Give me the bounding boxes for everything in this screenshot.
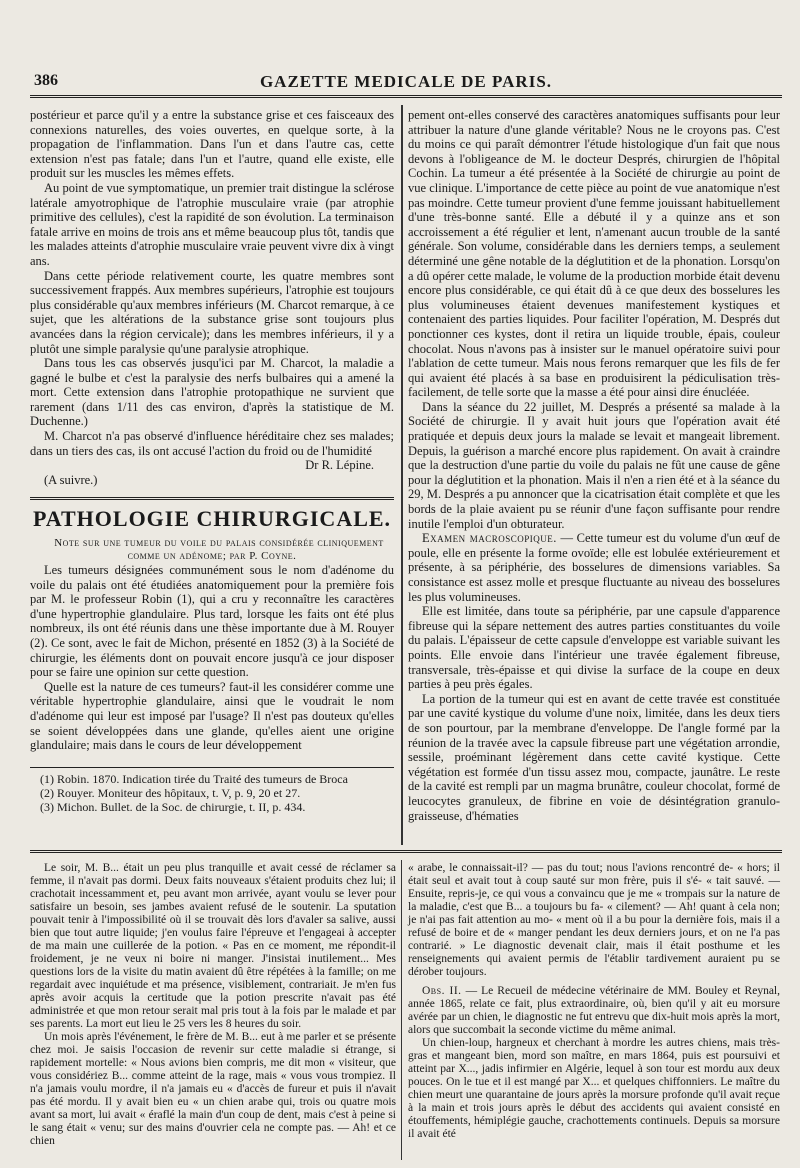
left-column xyxy=(30,108,394,814)
paragraph: Un chien-loup, hargneux et cherchant à mordre les autres chiens, mais très-gras et mangeant bien, mord son maître, en mars 1864, puis est poursuivi et atteint par X..., jadis infirmier en Algérie, lequel à son tour est mordu aux deux pouces. On le tue et il est mangé par X... et quelques chiffonniers. Le maître du chien meurt une quarantaine de jours après la morsure profonde qu'il avait reçue à la main et trois jours après le début des accidents qui avaient consisté en étouffements, hémiplégie gauche, crachottements continuels. Depuis sa morsure il avait été xyxy=(408,1037,780,1140)
paragraph: Les tumeurs désignées communément sous le nom d'adénome du voile du palais ont été étudiées anatomiquement pour la première fois par M. le professeur Robin (1), qui a cru y reconnaître les caractères d'une hypertrophie glandulaire. Plus tard, lorsque les faits ont été plus nombreux, ils ont été réunis dans une thèse importante due à M. Rouyer (2). Ce sont, avec le fait de Michon, présenté en 1852 (3) à la Société de chirurgie, les éléments dont on pouvait encore jusqu'à ce jour disposer pour se faire une opinion sur cette question. xyxy=(30,563,394,680)
page-number: 386 xyxy=(34,72,58,89)
footnote: (3) Michon. Bullet. de la Soc. de chirurgie, t. II, p. 434. xyxy=(40,799,306,814)
paragraph: Dans cette période relativement courte, les quatre membres sont successivement frappés. Aux membres supérieurs, l'atrophie est toujours plus considérable qu'aux membres inférieurs (M. Charcot remarque, à ce sujet, que les altérations de la substance grise sont toujours plus avancées dans la région cervicale); dans les membres inférieurs, il y a plutôt une simple paralysie qu'une paralysie atrophique. xyxy=(30,268,394,356)
page-header xyxy=(30,72,782,92)
bottom-column-divider xyxy=(401,860,402,1160)
paragraph: Le soir, M. B... était un peu plus tranquille et avait cessé de réclamer sa femme, il n'avait pas dormi. Deux faits nouveaux s'étaient produits chez lui; il crachotait incessamment et, peu avant mon arrivée, ayant voulu se lever pour satisfaire un besoin, ses jambes avaient refusé de le soutenir. La sputation pouvait tenir à l'impossibilité où il se trouvait dès lors d'avaler sa salive, aussi bien que tout autre liquide; j'en voulus faire l'épreuve et l'engageai à accepter de ma main une cuillerée de la potion. « Pas en ce moment, me répondit-il froidement, je ne veux ni boire ni manger. J'insistai inutilement... Mes questions lors de la visite du matin avaient dû être répétées à la famille; on me regardait avec inquiétude et ma présence, visiblement, contrariait. Je m'en fus après avoir acquis la certitude que la potion prescrite n'avait pas été administrée et que mon retour serait mal pris tout à la fois par le malade et par ses parents. La mort eut lieu le 25 vers les 8 heures du soir. xyxy=(30,862,396,1030)
footnote: (1) Robin. 1870. Indication tirée du Traité des tumeurs de Broca xyxy=(40,771,348,786)
header-rule xyxy=(30,95,782,98)
bottom-section-rule xyxy=(30,850,782,853)
column-divider xyxy=(401,105,403,845)
paragraph xyxy=(408,985,780,1037)
paragraph: Dans la séance du 22 juillet, M. Després a présenté sa malade à la Société de chirurgie. Il y avait huit jours que l'opération avait été pratiquée et depuis deux jours la malade se levait et mangeait librement. Depuis, la guérison a marché encore plus rapidement. On avait à craindre que la destruction d'une partie du voile du palais ne fût une cause de gêne pour la déglutition et la phonation. Mais il n'en a rien été et à la séance du 29, M. Després a pu annoncer que la cicatrisation était complète et que les bords de la plaie avaient pu se réunir d'une façon suffisante pour rendre inutile l'emploi d'un obturateur. xyxy=(408,399,780,531)
paragraph: M. Charcot n'a pas observé d'influence héréditaire chez ses malades; dans un tiers des cas, ils ont accusé l'action du froid ou de l'humidité xyxy=(30,429,394,458)
to-be-continued: (A suivre.) xyxy=(44,472,98,487)
exam-label: Examen macroscopique. xyxy=(422,531,557,546)
paragraph: Quelle est la nature de ces tumeurs? faut-il les considérer comme une véritable hypertrophie glandulaire, ainsi que le voudrait le nom d'adénome qui leur est imposé par l'usage? Il n'est pas douteux qu'elles se soient développées dans une glande, qu'elles aient une origine glandulaire; mais dans le cours de leur développement xyxy=(30,679,394,753)
paragraph: Au point de vue symptomatique, un premier trait distingue la sclérose latérale amyotrophique de l'atrophie musculaire vraie (par atrophie primitive des cellules), c'est la rapidité de son évolution. La terminaison fatale arrive en moins de trois ans et même beaucoup plus tôt, tandis que les malades atteints d'atrophie musculaire vraie peuvent vivre dix à vingt ans. xyxy=(30,180,394,268)
paragraph-text: — Cette tumeur est du volume d'un œuf de poule, elle en présente la forme ovoïde; elle est lobulée extérieurement et présente, à sa périphérie, des bosselures de dimensions variables. Sa consistance est assez molle et presque fluctuante au niveau des bosselures les plus volumineuses. xyxy=(408,531,780,604)
footnotes xyxy=(30,767,394,814)
paragraph: postérieur et parce qu'il y a entre la substance grise et ces faisceaux des connexions naturelles, des voies ouvertes, en quelque sorte, à la propagation de l'inflammation. Dans l'un et dans l'autre cas, cette extension n'est pas fatale; dans l'un et l'autre, quand elle existe, elle produit sur les muscles les mêmes effets. xyxy=(30,108,394,181)
bottom-right-column xyxy=(408,862,780,1141)
article-subtitle: Note sur une tumeur du voile du palais considérée cliniquement comme un adénome; par P. Coyne. xyxy=(54,537,384,563)
section-rule xyxy=(30,497,394,500)
paragraph xyxy=(408,531,780,604)
paragraph: pement ont-elles conservé des caractères anatomiques suffisants pour leur attribuer la nature d'une glande véritable? Nous ne le croyons pas. C'est du moins ce qui paraît démontrer l'étude histologique d'un fait que nous devons à l'obligeance de M. le docteur Després, chirurgien de l'hôpital Cochin. La tumeur a été présentée à la Société de chirurgie au point de vue clinique. L'importance de cette pièce au point de vue anatomique n'est pas moindre. Cette tumeur provient d'une femme jouissant habituellement d'une très-bonne santé. Elle a débuté il y a quinze ans et son accroissement a été régulier et lent, n'amenant aucun trouble de la santé générale. Son volume, considérable dans les derniers temps, a seulement déterminé une gêne notable de la déglutition et de la phonation. Lorsqu'on a dû opérer cette malade, le volume de la production morbide était devenu encore plus considérable, ce qui était dû à ce que deux des bosselures les plus volumineuses étaient devenues manifestement kystiques et contenaient des parties liquides. Pour faciliter l'opération, M. Després dut ponctionner ces kystes, dont il retira un liquide trouble, épais, couleur chocolat. Nous n'avons pas à insister sur le manuel opératoire suivi pour l'ablation de cette tumeur. Mais nous ferons remarquer que les fils de fer qui avaient été placés à sa base en produisirent la pédiculisation très-facilement, de telle sorte que la masse a été pour ainsi dire énucléée. xyxy=(408,108,780,400)
paragraph: La portion de la tumeur qui est en avant de cette travée est constituée par une cavité kystique du volume d'une noix, limitée, dans les deux tiers de son pourtour, par la membrane d'enveloppe. De l'angle formé par la réunion de la travée avec la capsule fibreuse part une végétation arrondie, sessile, proéminant légèrement dans cette cavité kystique. Cette végétation est formée d'un tissu assez mou, compacte, jaunâtre. Le reste de la cavité est rempli par un magma brunâtre, couleur chocolat, formé de leucocytes granuleux, de fibrine en voie de désintégration granulo-graisseuse, d'hématies xyxy=(408,691,780,823)
paragraph: Elle est limitée, dans toute sa périphérie, par une capsule d'apparence fibreuse qui la sépare nettement des autres parties constituantes du voile du palais. L'épaisseur de cette capsule d'enveloppe est variable suivant les points. Elle envoie dans l'intérieur une travée également fibreuse, transversale, très-épaisse et qui divise la surface de la coupe en deux parties à peu près égales. xyxy=(408,604,780,692)
journal-title: GAZETTE MEDICALE DE PARIS. xyxy=(259,72,553,91)
paragraph: Dans tous les cas observés jusqu'ici par M. Charcot, la maladie a gagné le bulbe et c'est la paralysie des nerfs bulbaires qui a amené la mort. Cette extension dans l'atrophie protopathique ne survient que rarement (dans 1/11 des cas environ, d'après la statistique de M. Duchenne.) xyxy=(30,356,394,429)
observation-label: Obs. II. xyxy=(422,985,462,997)
paragraph-text: — Le Recueil de médecine vétérinaire de MM. Bouley et Reynal, année 1865, relate ce fait, plus extraordinaire, où, bien qu'il y ait eu morsure avérée par un chien, le diagnostic ne fut entrevu que dix-huit mois après la mort, alors que succombait la seconde victime du même animal. xyxy=(408,985,780,1036)
footnote: (2) Rouyer. Moniteur des hôpitaux, t. V, p. 9, 20 et 27. xyxy=(40,785,301,800)
paragraph: « arabe, le connaissait-il? — pas du tout; nous l'avions rencontré de- « hors; il était seul et avait tout à coup sauté sur mon frère, puis il s'é- « tait sauvé. — Ensuite, repris-je, ce qui vous a convaincu que je me « trompais sur la nature de la maladie, c'est que B... a toujours bu fa- « cilement? — Ah! quant à cela non; je n'ai pas fait attention au mo- « ment où il a bu pour la dernière fois, mais il a refusé de boire et de « manger pendant les deux derniers jours, et on ne l'a pas contrarié. » Le diagnostic devenait clair, mais il était posthume et les renseignements qui avaient permis de l'établir tardivement auraient pu se dérober toujours. xyxy=(408,862,780,978)
right-column xyxy=(408,108,780,823)
section-title: PATHOLOGIE CHIRURGICALE. xyxy=(32,506,392,532)
paragraph: Un mois après l'événement, le frère de M. B... eut à me parler et se présente chez moi. Je saisis l'occasion de revenir sur cette maladie si étrange, si rapidement mortelle: « Nous avions bien compris, me dit mon « visiteur, que vous considériez B... comme atteint de la rage, mais « vous vous trompiez. Il n'a jamais voulu mordre, il n'a jamais eu « d'accès de fureur et puis il n'avait pas été mordu. Il y avait bien eu « un chien arabe qui, trois ou quatre mois avant sa mort, lui avait « éraflé la main d'un coup de dent, mais c'est à peine si le sang était « venu; sur des mains d'ouvrier cela ne compte pas. — Ah! et ce chien xyxy=(30,1031,396,1147)
bottom-left-column xyxy=(30,862,396,1148)
author-signature: Dr R. Lépine. xyxy=(305,458,374,473)
